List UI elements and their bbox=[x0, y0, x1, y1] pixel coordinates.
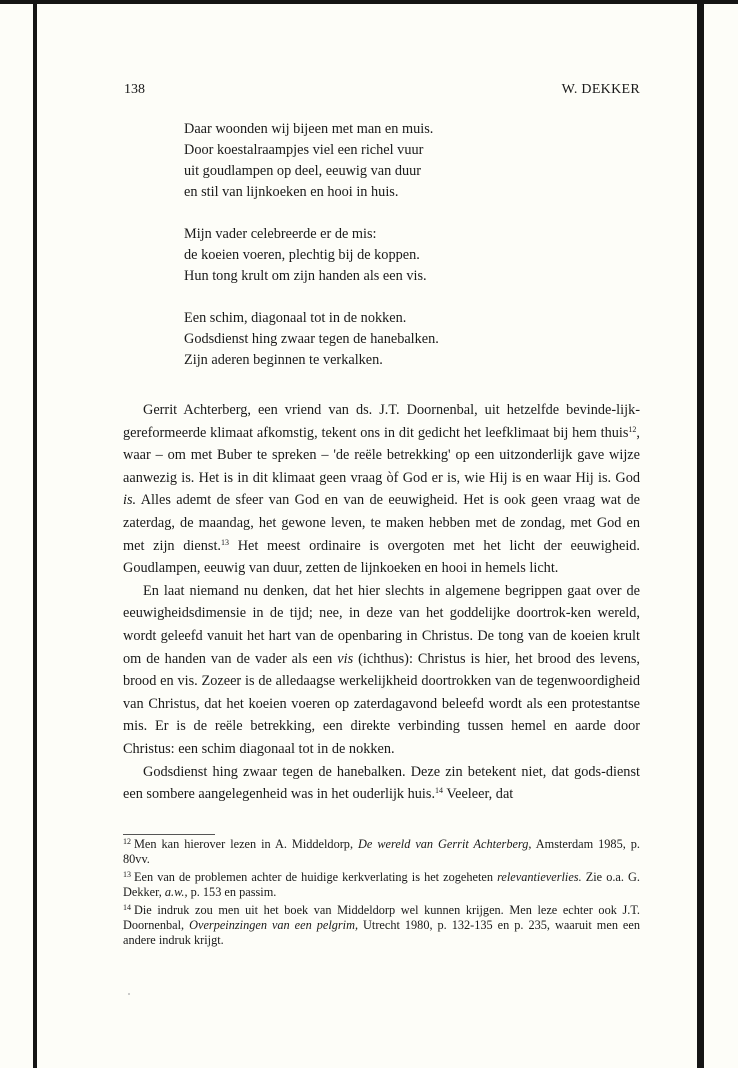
text-run: Godsdienst hing zwaar tegen de hanebalken. Deze zin betekent niet, dat gods-dienst een sombere aangelegenheid was in het ouderlijk huis. bbox=[123, 763, 640, 803]
footnote-12 bbox=[123, 837, 640, 867]
text-run: Die indruk zou men uit het boek van Middeldorp wel kunnen krijgen. Men leze echter ook J.T. Doornenbal, bbox=[123, 903, 640, 932]
body-text bbox=[123, 399, 640, 806]
text-run: , waar – om met Buber te spreken – 'de reële betrekking' op een uitzonderlijk gave wijze aanwezig is. Het is in dit klimaat geen vraag òf God er is, wie Hij is en waar Hij is. God bbox=[123, 424, 640, 486]
poem-stanza-1 bbox=[184, 119, 439, 203]
footnote-ref-14: 14 bbox=[435, 786, 444, 796]
poem-line: Door koestalraampjes viel een richel vuur bbox=[184, 142, 424, 158]
scan-border-right bbox=[697, 0, 704, 1068]
paragraph-1 bbox=[123, 399, 640, 580]
emphasis: De wereld van Gerrit Achterberg, bbox=[358, 837, 532, 851]
footnote-number: 14 bbox=[123, 903, 131, 912]
poem-line: Hun tong krult om zijn handen als een vis. bbox=[184, 268, 427, 284]
scan-border-left bbox=[33, 0, 37, 1068]
text-run: Men kan hierover lezen in A. Middeldorp, bbox=[134, 837, 359, 851]
emphasis: a.w., bbox=[164, 885, 188, 899]
poem-line: Daar woonden wij bijeen met man en muis. bbox=[184, 121, 434, 137]
text-run: En laat niemand nu denken, dat het hier slechts in algemene begrippen gaat over de eeuwigheidsdimensie in de tijd; nee, in deze van het goddelijke doortrok-ken wereld, wordt geleefd vanuit het hart van de openbaring in Christus. De tong van de koeien krult om de handen van de vader als een bbox=[123, 582, 640, 667]
footnote-number: 13 bbox=[123, 870, 131, 879]
poem-stanza-3 bbox=[184, 308, 439, 371]
text-run: Een van de problemen achter de huidige kerkverlating is het zogeheten bbox=[134, 870, 498, 884]
poem-line: uit goudlampen op deel, eeuwig van duur bbox=[184, 163, 422, 179]
scan-speck bbox=[128, 993, 130, 995]
footnotes bbox=[123, 837, 640, 951]
text-run: Het meest ordinaire is overgoten met het licht der eeuwigheid. Goudlampen, eeuwig van duur, zetten de lijnkoeken en hooi in hemels licht. bbox=[123, 537, 641, 577]
footnote-ref-13: 13 bbox=[221, 537, 229, 547]
poem-stanza-2 bbox=[184, 224, 439, 287]
emphasis: is. bbox=[123, 492, 137, 509]
emphasis: vis bbox=[337, 650, 354, 667]
text-run: Gerrit Achterberg, een vriend van ds. J.T. Doornenbal, uit hetzelfde bevinde-lijk-gereformeerde klimaat afkomstig, tekent ons in dit gedicht het leefklimaat bij hem thuis bbox=[123, 402, 640, 441]
text-run: Amsterdam 1985, p. 80vv. bbox=[123, 837, 640, 866]
text-run: (ichthus): Christus is hier, het brood des levens, brood en vis. Zozeer is de alledaagse werkelijkheid doortrokken van de tegenwoordigheid van Christus, dat het koeien voeren op zaterdagavond beleefd wordt als een protestantse mis. Er is de reële betrekking, een direkte verbinding tussen hemel en aarde door Christus: een schim diagonaal tot in de nokken. bbox=[123, 650, 640, 757]
poem-line: Godsdienst hing zwaar tegen de hanebalken. bbox=[184, 331, 439, 347]
footnote-number: 12 bbox=[123, 837, 131, 846]
text-run: p. 153 en passim. bbox=[187, 885, 277, 899]
footnote-14 bbox=[123, 903, 640, 948]
poem-line: Mijn vader celebreerde er de mis: bbox=[184, 226, 377, 242]
emphasis: Overpeinzingen van een pelgrim, bbox=[189, 918, 359, 932]
footnote-ref-12: 12 bbox=[628, 424, 637, 434]
poem-line: Een schim, diagonaal tot in de nokken. bbox=[184, 310, 407, 326]
text-run: Veeleer, dat bbox=[443, 786, 514, 803]
poem bbox=[184, 119, 439, 392]
footnote-rule bbox=[123, 834, 215, 835]
text-run: Utrecht 1980, p. 132-135 en p. 235, waaruit men een andere indruk krijgt. bbox=[123, 918, 641, 947]
poem-line: Zijn aderen beginnen te verkalken. bbox=[184, 352, 383, 368]
paragraph-3 bbox=[123, 761, 640, 806]
text-run: Zie o.a. G. Dekker, bbox=[123, 870, 640, 899]
poem-line: de koeien voeren, plechtig bij de koppen. bbox=[184, 247, 420, 263]
emphasis: relevantieverlies. bbox=[497, 870, 582, 884]
poem-line: en stil van lijnkoeken en hooi in huis. bbox=[184, 184, 399, 200]
text-run: Alles ademt de sfeer van God en van de eeuwigheid. Het is ook geen vraag wat de zaterdag, de maandag, het gewone leven, te maken hebben met de zondag, met God en met zijn dienst. bbox=[123, 492, 640, 554]
scan-border-top bbox=[0, 0, 738, 4]
paragraph-2 bbox=[123, 580, 640, 761]
page-number: 138 bbox=[124, 82, 145, 97]
footnote-13 bbox=[123, 870, 640, 900]
running-head: W. DEKKER bbox=[561, 82, 640, 97]
